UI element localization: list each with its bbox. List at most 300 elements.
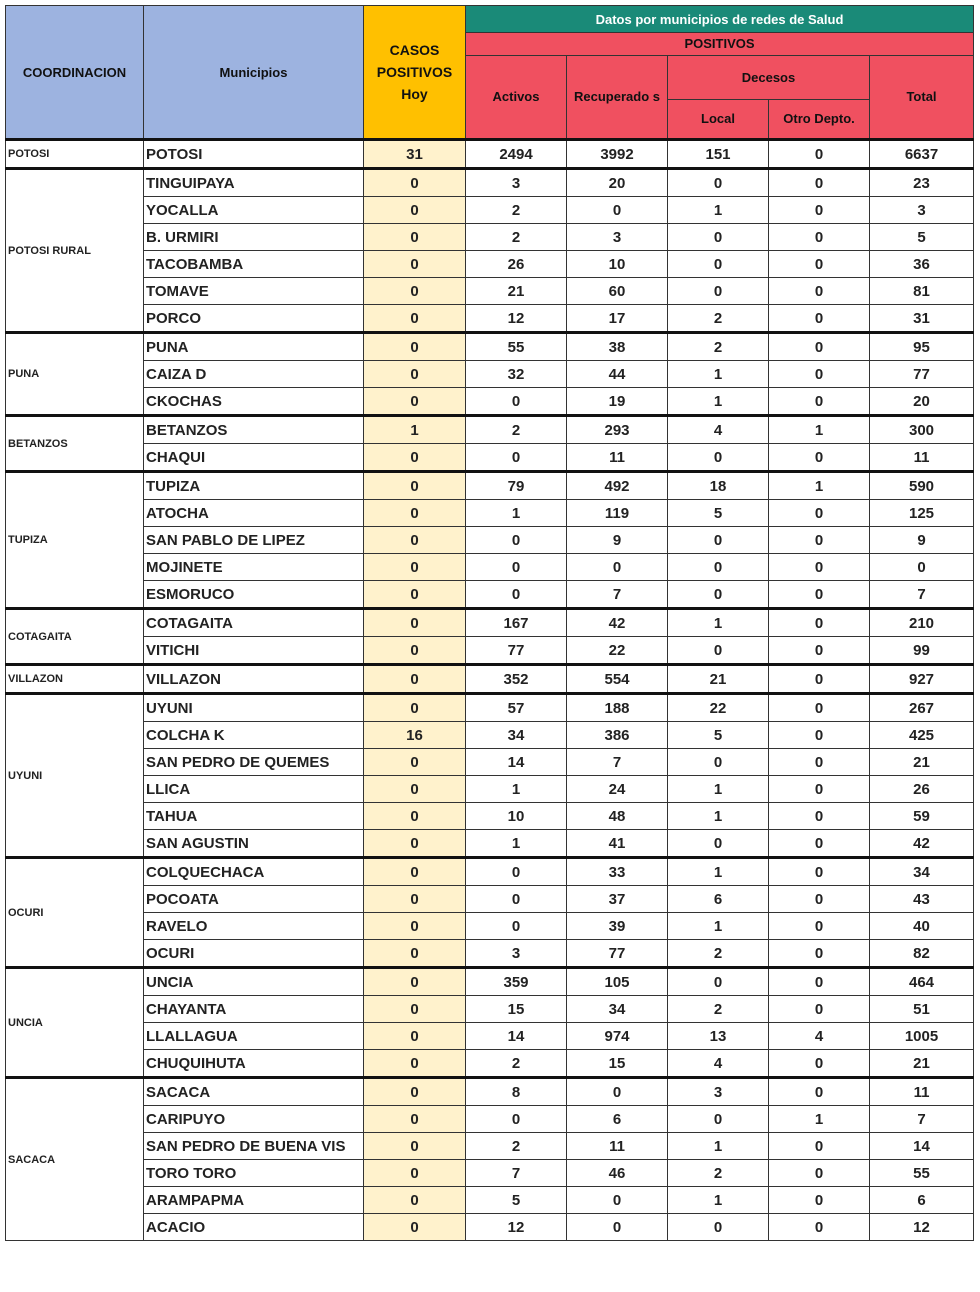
casos-hoy-header: CASOS POSITIVOS Hoy <box>364 6 466 140</box>
recuperados-cell: 34 <box>567 996 668 1023</box>
otro-cell: 0 <box>769 251 870 278</box>
coordinacion-cell: TUPIZA <box>6 472 144 609</box>
local-cell: 1 <box>668 776 769 803</box>
recuperados-cell: 24 <box>567 776 668 803</box>
table-row <box>6 749 974 776</box>
recuperados-cell: 974 <box>567 1023 668 1050</box>
coordinacion-cell: BETANZOS <box>6 416 144 472</box>
municipio-cell: SAN PABLO DE LIPEZ <box>144 527 364 554</box>
table-row <box>6 305 974 333</box>
table-row <box>6 1133 974 1160</box>
municipio-cell: LLALLAGUA <box>144 1023 364 1050</box>
otro-cell: 1 <box>769 416 870 444</box>
municipio-cell: COLCHA K <box>144 722 364 749</box>
local-cell: 1 <box>668 197 769 224</box>
table-row <box>6 1214 974 1241</box>
activos-cell: 57 <box>466 694 567 722</box>
total-cell: 42 <box>870 830 974 858</box>
total-cell: 125 <box>870 500 974 527</box>
otro-cell: 0 <box>769 1214 870 1241</box>
municipio-cell: SAN AGUSTIN <box>144 830 364 858</box>
table-row <box>6 500 974 527</box>
casos-hoy-cell: 0 <box>364 968 466 996</box>
casos-hoy-cell: 31 <box>364 140 466 169</box>
table-row <box>6 803 974 830</box>
total-cell: 6637 <box>870 140 974 169</box>
table-row <box>6 1187 974 1214</box>
recuperados-cell: 19 <box>567 388 668 416</box>
local-cell: 2 <box>668 996 769 1023</box>
municipio-cell: COLQUECHACA <box>144 858 364 886</box>
casos-hoy-cell: 0 <box>364 251 466 278</box>
local-cell: 0 <box>668 554 769 581</box>
otro-cell: 0 <box>769 694 870 722</box>
activos-cell: 34 <box>466 722 567 749</box>
casos-hoy-cell: 0 <box>364 858 466 886</box>
recuperados-cell: 39 <box>567 913 668 940</box>
activos-cell: 14 <box>466 1023 567 1050</box>
activos-cell: 7 <box>466 1160 567 1187</box>
total-cell: 11 <box>870 444 974 472</box>
activos-cell: 32 <box>466 361 567 388</box>
activos-cell: 12 <box>466 305 567 333</box>
table-row <box>6 609 974 637</box>
table-row <box>6 886 974 913</box>
municipio-cell: PUNA <box>144 333 364 361</box>
otro-cell: 0 <box>769 803 870 830</box>
casos-hoy-cell: 0 <box>364 803 466 830</box>
local-cell: 1 <box>668 1187 769 1214</box>
local-cell: 4 <box>668 1050 769 1078</box>
municipio-cell: SACACA <box>144 1078 364 1106</box>
municipio-cell: POCOATA <box>144 886 364 913</box>
activos-cell: 167 <box>466 609 567 637</box>
table-row <box>6 361 974 388</box>
activos-cell: 5 <box>466 1187 567 1214</box>
total-cell: 14 <box>870 1133 974 1160</box>
municipio-cell: CKOCHAS <box>144 388 364 416</box>
coordinacion-cell: UNCIA <box>6 968 144 1078</box>
table-row <box>6 940 974 968</box>
activos-cell: 55 <box>466 333 567 361</box>
local-cell: 2 <box>668 940 769 968</box>
recuperados-cell: 22 <box>567 637 668 665</box>
activos-cell: 0 <box>466 554 567 581</box>
activos-cell: 10 <box>466 803 567 830</box>
otro-cell: 0 <box>769 197 870 224</box>
recuperados-cell: 386 <box>567 722 668 749</box>
local-cell: 0 <box>668 224 769 251</box>
casos-hoy-cell: 0 <box>364 197 466 224</box>
municipio-cell: UYUNI <box>144 694 364 722</box>
local-cell: 4 <box>668 416 769 444</box>
casos-hoy-cell: 0 <box>364 996 466 1023</box>
activos-cell: 1 <box>466 776 567 803</box>
casos-hoy-cell: 0 <box>364 527 466 554</box>
activos-cell: 0 <box>466 886 567 913</box>
recuperados-cell: 37 <box>567 886 668 913</box>
positivos-header: POSITIVOS <box>466 33 974 56</box>
casos-hoy-cell: 0 <box>364 388 466 416</box>
casos-hoy-cell: 0 <box>364 940 466 968</box>
municipio-cell: TAHUA <box>144 803 364 830</box>
municipio-cell: CARIPUYO <box>144 1106 364 1133</box>
recuperados-cell: 7 <box>567 749 668 776</box>
otro-cell: 0 <box>769 1133 870 1160</box>
otro-cell: 0 <box>769 913 870 940</box>
municipio-cell: TINGUIPAYA <box>144 169 364 197</box>
municipio-cell: ESMORUCO <box>144 581 364 609</box>
municipio-cell: TOMAVE <box>144 278 364 305</box>
local-cell: 3 <box>668 1078 769 1106</box>
total-cell: 927 <box>870 665 974 694</box>
recuperados-cell: 9 <box>567 527 668 554</box>
otro-cell: 0 <box>769 1187 870 1214</box>
casos-hoy-cell: 0 <box>364 472 466 500</box>
otro-cell: 0 <box>769 278 870 305</box>
casos-hoy-cell: 0 <box>364 886 466 913</box>
otro-cell: 0 <box>769 830 870 858</box>
covid-municipios-table <box>5 5 974 1241</box>
table-body <box>6 140 974 1241</box>
local-cell: 0 <box>668 1106 769 1133</box>
total-cell: 95 <box>870 333 974 361</box>
otro-cell: 1 <box>769 472 870 500</box>
casos-hoy-cell: 0 <box>364 913 466 940</box>
total-cell: 81 <box>870 278 974 305</box>
local-cell: 0 <box>668 637 769 665</box>
total-cell: 36 <box>870 251 974 278</box>
activos-cell: 359 <box>466 968 567 996</box>
otro-cell: 0 <box>769 224 870 251</box>
casos-hoy-cell: 0 <box>364 444 466 472</box>
total-cell: 7 <box>870 1106 974 1133</box>
table-row <box>6 278 974 305</box>
total-cell: 40 <box>870 913 974 940</box>
otro-cell: 0 <box>769 968 870 996</box>
local-cell: 0 <box>668 251 769 278</box>
local-cell: 21 <box>668 665 769 694</box>
otro-cell: 4 <box>769 1023 870 1050</box>
table-row <box>6 776 974 803</box>
table-row <box>6 1023 974 1050</box>
recuperados-cell: 105 <box>567 968 668 996</box>
activos-cell: 3 <box>466 169 567 197</box>
activos-cell: 26 <box>466 251 567 278</box>
recuperados-cell: 7 <box>567 581 668 609</box>
recuperados-cell: 11 <box>567 1133 668 1160</box>
activos-cell: 2 <box>466 1133 567 1160</box>
recuperados-cell: 46 <box>567 1160 668 1187</box>
total-cell: 3 <box>870 197 974 224</box>
otro-depto-header: Otro Depto. <box>769 100 870 140</box>
activos-cell: 14 <box>466 749 567 776</box>
recuperados-cell: 0 <box>567 554 668 581</box>
otro-cell: 0 <box>769 858 870 886</box>
municipio-cell: B. URMIRI <box>144 224 364 251</box>
local-cell: 1 <box>668 361 769 388</box>
recuperados-cell: 6 <box>567 1106 668 1133</box>
local-cell: 5 <box>668 500 769 527</box>
otro-cell: 0 <box>769 1160 870 1187</box>
municipio-cell: RAVELO <box>144 913 364 940</box>
local-cell: 0 <box>668 581 769 609</box>
table-row <box>6 140 974 169</box>
local-cell: 151 <box>668 140 769 169</box>
activos-cell: 79 <box>466 472 567 500</box>
activos-cell: 8 <box>466 1078 567 1106</box>
casos-hoy-cell: 0 <box>364 1078 466 1106</box>
activos-cell: 0 <box>466 1106 567 1133</box>
activos-cell: 0 <box>466 388 567 416</box>
recuperados-cell: 0 <box>567 1078 668 1106</box>
total-cell: 12 <box>870 1214 974 1241</box>
total-cell: 11 <box>870 1078 974 1106</box>
table-row <box>6 665 974 694</box>
recuperados-cell: 188 <box>567 694 668 722</box>
coordinacion-cell: COTAGAITA <box>6 609 144 665</box>
casos-hoy-cell: 0 <box>364 1023 466 1050</box>
otro-cell: 0 <box>769 140 870 169</box>
total-cell: 464 <box>870 968 974 996</box>
table-row <box>6 637 974 665</box>
total-cell: 34 <box>870 858 974 886</box>
casos-hoy-cell: 0 <box>364 333 466 361</box>
activos-cell: 0 <box>466 444 567 472</box>
casos-hoy-cell: 0 <box>364 305 466 333</box>
local-cell: 2 <box>668 305 769 333</box>
table-row <box>6 722 974 749</box>
casos-hoy-cell: 0 <box>364 776 466 803</box>
municipio-cell: CHAQUI <box>144 444 364 472</box>
municipio-cell: COTAGAITA <box>144 609 364 637</box>
casos-hoy-cell: 0 <box>364 361 466 388</box>
municipio-cell: TACOBAMBA <box>144 251 364 278</box>
recuperados-cell: 0 <box>567 197 668 224</box>
local-cell: 5 <box>668 722 769 749</box>
otro-cell: 0 <box>769 1078 870 1106</box>
coordinacion-cell: POTOSI RURAL <box>6 169 144 333</box>
casos-hoy-cell: 0 <box>364 609 466 637</box>
table-row <box>6 1160 974 1187</box>
local-cell: 1 <box>668 388 769 416</box>
table-row <box>6 581 974 609</box>
municipio-cell: CAIZA D <box>144 361 364 388</box>
local-cell: 13 <box>668 1023 769 1050</box>
total-cell: 590 <box>870 472 974 500</box>
recuperados-cell: 38 <box>567 333 668 361</box>
local-cell: 1 <box>668 803 769 830</box>
table-row <box>6 694 974 722</box>
municipio-cell: CHAYANTA <box>144 996 364 1023</box>
municipio-cell: PORCO <box>144 305 364 333</box>
otro-cell: 0 <box>769 361 870 388</box>
casos-hoy-cell: 0 <box>364 554 466 581</box>
table-row <box>6 968 974 996</box>
municipio-cell: MOJINETE <box>144 554 364 581</box>
activos-header: Activos <box>466 56 567 140</box>
recuperados-cell: 60 <box>567 278 668 305</box>
recuperados-cell: 119 <box>567 500 668 527</box>
otro-cell: 0 <box>769 665 870 694</box>
municipios-header: Municipios <box>144 6 364 140</box>
total-cell: 425 <box>870 722 974 749</box>
total-cell: 1005 <box>870 1023 974 1050</box>
casos-hoy-cell: 1 <box>364 416 466 444</box>
otro-cell: 0 <box>769 305 870 333</box>
casos-hoy-cell: 0 <box>364 694 466 722</box>
casos-hoy-cell: 0 <box>364 581 466 609</box>
casos-hoy-cell: 0 <box>364 1160 466 1187</box>
municipio-cell: SAN PEDRO DE QUEMES <box>144 749 364 776</box>
coordinacion-cell: UYUNI <box>6 694 144 858</box>
otro-cell: 0 <box>769 609 870 637</box>
table-row <box>6 388 974 416</box>
casos-hoy-cell: 0 <box>364 1133 466 1160</box>
otro-cell: 0 <box>769 637 870 665</box>
total-cell: 99 <box>870 637 974 665</box>
table-row <box>6 472 974 500</box>
local-cell: 0 <box>668 1214 769 1241</box>
municipio-cell: OCURI <box>144 940 364 968</box>
local-cell: 2 <box>668 333 769 361</box>
casos-hoy-cell: 0 <box>364 169 466 197</box>
otro-cell: 0 <box>769 722 870 749</box>
activos-cell: 2494 <box>466 140 567 169</box>
municipio-cell: SAN PEDRO DE BUENA VIS <box>144 1133 364 1160</box>
total-cell: 7 <box>870 581 974 609</box>
casos-hoy-cell: 0 <box>364 224 466 251</box>
recuperados-cell: 15 <box>567 1050 668 1078</box>
municipio-cell: CHUQUIHUTA <box>144 1050 364 1078</box>
casos-hoy-cell: 0 <box>364 637 466 665</box>
activos-cell: 77 <box>466 637 567 665</box>
recuperados-cell: 48 <box>567 803 668 830</box>
casos-hoy-cell: 0 <box>364 830 466 858</box>
casos-hoy-cell: 0 <box>364 1187 466 1214</box>
recuperados-cell: 42 <box>567 609 668 637</box>
otro-cell: 0 <box>769 169 870 197</box>
coordinacion-header: COORDINACION <box>6 6 144 140</box>
activos-cell: 1 <box>466 500 567 527</box>
municipio-cell: VILLAZON <box>144 665 364 694</box>
total-cell: 59 <box>870 803 974 830</box>
total-cell: 43 <box>870 886 974 913</box>
table-header <box>6 6 974 140</box>
local-cell: 0 <box>668 527 769 554</box>
otro-cell: 0 <box>769 1050 870 1078</box>
activos-cell: 15 <box>466 996 567 1023</box>
total-header: Total <box>870 56 974 140</box>
total-cell: 31 <box>870 305 974 333</box>
municipio-cell: UNCIA <box>144 968 364 996</box>
datos-title-header: Datos por municipios de redes de Salud <box>466 6 974 33</box>
municipio-cell: ATOCHA <box>144 500 364 527</box>
activos-cell: 0 <box>466 858 567 886</box>
recuperados-cell: 77 <box>567 940 668 968</box>
casos-hoy-cell: 0 <box>364 500 466 527</box>
total-cell: 6 <box>870 1187 974 1214</box>
local-cell: 1 <box>668 1133 769 1160</box>
municipio-cell: TORO TORO <box>144 1160 364 1187</box>
local-cell: 0 <box>668 278 769 305</box>
table-row <box>6 1078 974 1106</box>
table-row <box>6 169 974 197</box>
table-row <box>6 333 974 361</box>
total-cell: 55 <box>870 1160 974 1187</box>
otro-cell: 0 <box>769 940 870 968</box>
municipio-cell: TUPIZA <box>144 472 364 500</box>
casos-hoy-cell: 0 <box>364 1214 466 1241</box>
activos-cell: 2 <box>466 224 567 251</box>
recuperados-header: Recuperado s <box>567 56 668 140</box>
local-header: Local <box>668 100 769 140</box>
recuperados-cell: 554 <box>567 665 668 694</box>
local-cell: 2 <box>668 1160 769 1187</box>
coordinacion-cell: PUNA <box>6 333 144 416</box>
total-cell: 82 <box>870 940 974 968</box>
municipio-cell: POTOSI <box>144 140 364 169</box>
municipio-cell: YOCALLA <box>144 197 364 224</box>
coordinacion-cell: VILLAZON <box>6 665 144 694</box>
activos-cell: 0 <box>466 527 567 554</box>
recuperados-cell: 3992 <box>567 140 668 169</box>
total-cell: 77 <box>870 361 974 388</box>
local-cell: 1 <box>668 609 769 637</box>
table-row <box>6 527 974 554</box>
recuperados-cell: 3 <box>567 224 668 251</box>
otro-cell: 0 <box>769 554 870 581</box>
table-row <box>6 554 974 581</box>
table-row <box>6 197 974 224</box>
municipio-cell: ACACIO <box>144 1214 364 1241</box>
activos-cell: 2 <box>466 416 567 444</box>
total-cell: 23 <box>870 169 974 197</box>
table-row <box>6 444 974 472</box>
total-cell: 9 <box>870 527 974 554</box>
total-cell: 210 <box>870 609 974 637</box>
total-cell: 21 <box>870 1050 974 1078</box>
local-cell: 0 <box>668 169 769 197</box>
local-cell: 1 <box>668 858 769 886</box>
activos-cell: 21 <box>466 278 567 305</box>
table-row <box>6 416 974 444</box>
otro-cell: 0 <box>769 500 870 527</box>
recuperados-cell: 44 <box>567 361 668 388</box>
coordinacion-cell: OCURI <box>6 858 144 968</box>
otro-cell: 0 <box>769 776 870 803</box>
otro-cell: 0 <box>769 444 870 472</box>
recuperados-cell: 33 <box>567 858 668 886</box>
recuperados-cell: 41 <box>567 830 668 858</box>
table-row <box>6 1106 974 1133</box>
recuperados-cell: 293 <box>567 416 668 444</box>
municipio-cell: ARAMPAPMA <box>144 1187 364 1214</box>
activos-cell: 1 <box>466 830 567 858</box>
casos-hoy-cell: 0 <box>364 749 466 776</box>
local-cell: 22 <box>668 694 769 722</box>
activos-cell: 2 <box>466 197 567 224</box>
local-cell: 0 <box>668 444 769 472</box>
local-cell: 6 <box>668 886 769 913</box>
otro-cell: 0 <box>769 886 870 913</box>
table-row <box>6 830 974 858</box>
total-cell: 51 <box>870 996 974 1023</box>
recuperados-cell: 10 <box>567 251 668 278</box>
local-cell: 18 <box>668 472 769 500</box>
casos-hoy-cell: 16 <box>364 722 466 749</box>
total-cell: 0 <box>870 554 974 581</box>
